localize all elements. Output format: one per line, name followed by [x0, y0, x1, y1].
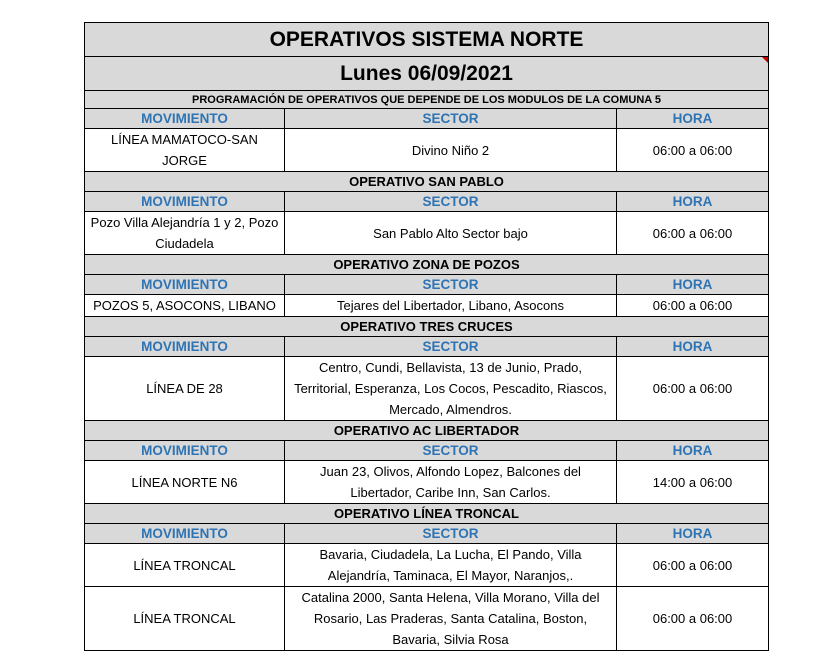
header-hora: HORA	[617, 337, 769, 357]
table-row	[85, 129, 769, 172]
date-heading	[85, 57, 769, 91]
cell-hora: 06:00 a 06:00	[617, 544, 769, 587]
header-movimiento: MOVIMIENTO	[85, 524, 285, 544]
table-row	[85, 587, 769, 651]
cell-hora: 14:00 a 06:00	[617, 461, 769, 504]
cell-sector: Catalina 2000, Santa Helena, Villa Morano, Villa del Rosario, Las Praderas, Santa Catalina, Boston, Bavaria, Silvia Rosa	[285, 587, 617, 651]
cell-hora: 06:00 a 06:00	[617, 587, 769, 651]
section-title: OPERATIVO ZONA DE POZOS	[85, 255, 769, 275]
header-sector: SECTOR	[285, 337, 617, 357]
column-header-row	[85, 337, 769, 357]
section-title: OPERATIVO SAN PABLO	[85, 172, 769, 192]
page-title: OPERATIVOS SISTEMA NORTE	[85, 23, 769, 57]
cell-sector: San Pablo Alto Sector bajo	[285, 212, 617, 255]
header-movimiento: MOVIMIENTO	[85, 192, 285, 212]
section-title: OPERATIVO TRES CRUCES	[85, 317, 769, 337]
column-header-row	[85, 275, 769, 295]
cell-hora: 06:00 a 06:00	[617, 357, 769, 421]
column-header-row	[85, 109, 769, 129]
table-row	[85, 544, 769, 587]
cell-movimiento: Pozo Villa Alejandría 1 y 2, Pozo Ciudadela	[85, 212, 285, 255]
header-hora: HORA	[617, 192, 769, 212]
cell-movimiento: LÍNEA MAMATOCO-SAN JORGE	[85, 129, 285, 172]
header-movimiento: MOVIMIENTO	[85, 109, 285, 129]
cell-movimiento: LÍNEA TRONCAL	[85, 544, 285, 587]
cell-movimiento: LÍNEA TRONCAL	[85, 587, 285, 651]
header-hora: HORA	[617, 275, 769, 295]
program-note: PROGRAMACIÓN DE OPERATIVOS QUE DEPENDE DE LOS MODULOS DE LA COMUNA 5	[85, 91, 769, 109]
section-title: OPERATIVO AC LIBERTADOR	[85, 421, 769, 441]
column-header-row	[85, 524, 769, 544]
cell-movimiento: LÍNEA DE 28	[85, 357, 285, 421]
header-sector: SECTOR	[285, 109, 617, 129]
cell-sector: Divino Niño 2	[285, 129, 617, 172]
section-title-row	[85, 255, 769, 275]
section-title-row	[85, 317, 769, 337]
table-row	[85, 357, 769, 421]
section-title: OPERATIVO LÍNEA TRONCAL	[85, 504, 769, 524]
section-title-row	[85, 172, 769, 192]
header-sector: SECTOR	[285, 192, 617, 212]
cell-hora: 06:00 a 06:00	[617, 129, 769, 172]
header-hora: HORA	[617, 524, 769, 544]
operativos-table	[84, 22, 769, 651]
header-sector: SECTOR	[285, 441, 617, 461]
column-header-row	[85, 441, 769, 461]
header-hora: HORA	[617, 441, 769, 461]
header-sector: SECTOR	[285, 275, 617, 295]
cell-sector: Centro, Cundi, Bellavista, 13 de Junio, Prado, Territorial, Esperanza, Los Cocos, Pescadito, Riascos, Mercado, Almendros.	[285, 357, 617, 421]
cell-sector: Bavaria, Ciudadela, La Lucha, El Pando, Villa Alejandría, Taminaca, El Mayor, Naranjos,.	[285, 544, 617, 587]
column-header-row	[85, 192, 769, 212]
date-text: Lunes 06/09/2021	[340, 61, 513, 85]
cell-sector: Tejares del Libertador, Libano, Asocons	[285, 295, 617, 317]
header-movimiento: MOVIMIENTO	[85, 337, 285, 357]
cell-hora: 06:00 a 06:00	[617, 295, 769, 317]
header-movimiento: MOVIMIENTO	[85, 441, 285, 461]
cell-sector: Juan 23, Olivos, Alfondo Lopez, Balcones del Libertador, Caribe Inn, San Carlos.	[285, 461, 617, 504]
header-sector: SECTOR	[285, 524, 617, 544]
section-title-row	[85, 504, 769, 524]
comment-marker-icon	[762, 57, 768, 63]
table-row	[85, 461, 769, 504]
cell-hora: 06:00 a 06:00	[617, 212, 769, 255]
table-row	[85, 295, 769, 317]
table-row	[85, 212, 769, 255]
header-hora: HORA	[617, 109, 769, 129]
header-movimiento: MOVIMIENTO	[85, 275, 285, 295]
section-title-row	[85, 421, 769, 441]
cell-movimiento: LÍNEA NORTE N6	[85, 461, 285, 504]
cell-movimiento: POZOS 5, ASOCONS, LIBANO	[85, 295, 285, 317]
